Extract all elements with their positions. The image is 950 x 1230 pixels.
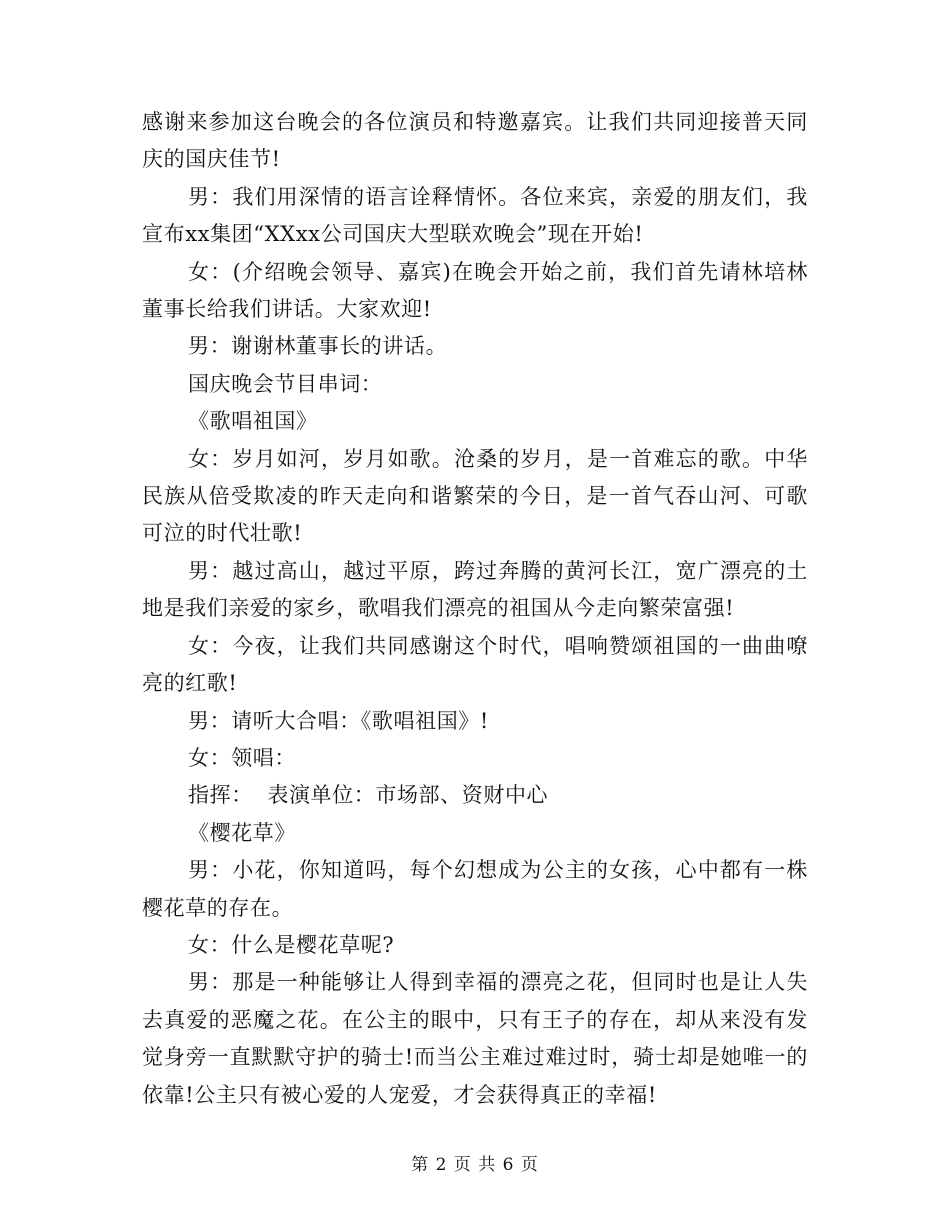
paragraph-10: 男：请听大合唱：《歌唱祖国》! — [188, 708, 489, 733]
program-title-sing-motherland: 《歌唱祖国》 — [188, 409, 318, 434]
paragraph-12: 指挥： 表演单位：市场部、资财中心 — [188, 783, 549, 808]
section-heading-program: 国庆晚会节目串词： — [188, 371, 383, 396]
paragraph-7: 女：岁月如河，岁月如歌。沧桑的岁月，是一首难忘的歌。中华民族从倍受欺凌的昨天走向和谐繁荣的今日，是一首气吞山河、可歌可泣的时代壮歌! — [142, 446, 808, 546]
paragraph-11: 女：领唱： — [188, 745, 296, 770]
paragraph-16: 男：那是一种能够让人得到幸福的漂亮之花，但同时也是让人失去真爱的恶魔之花。在公主的眼中，只有王子的存在，却从来没有发觉身旁一直默默守护的骑士!而当公主难过难过时，骑士却是她唯一的依靠!公主只有被心爱的人宠爱，才会获得真正的幸福! — [142, 970, 808, 1107]
page-number-footer: 第 2 页 共 6 页 — [411, 1155, 539, 1175]
paragraph-15: 女：什么是樱花草呢? — [188, 932, 395, 957]
paragraph-4: 男：谢谢林董事长的讲话。 — [188, 334, 448, 359]
paragraph-14: 男：小花，你知道吗，每个幻想成为公主的女孩，心中都有一株樱花草的存在。 — [142, 858, 808, 920]
paragraph-8: 男：越过高山，越过平原，跨过奔腾的黄河长江，宽广漂亮的土地是我们亲爱的家乡，歌唱我们漂亮的祖国从今走向繁荣富强! — [142, 558, 808, 621]
paragraph-9: 女：今夜，让我们共同感谢这个时代，唱响赞颂祖国的一曲曲嘹亮的红歌! — [142, 633, 808, 696]
paragraph-2: 男：我们用深情的语言诠释情怀。各位来宾，亲爱的朋友们，我宣布xx集团“XXxx公司国庆大型联欢晚会”现在开始! — [142, 184, 808, 247]
paragraph-3: 女：(介绍晚会领导、嘉宾)在晚会开始之前，我们首先请林培林董事长给我们讲话。大家欢迎! — [142, 259, 808, 322]
paragraph-1: 感谢来参加这台晚会的各位演员和特邀嘉宾。让我们共同迎接普天同庆的国庆佳节! — [142, 110, 808, 172]
program-title-sakura-grass: 《樱花草》 — [188, 820, 296, 845]
document-body — [142, 104, 808, 1114]
